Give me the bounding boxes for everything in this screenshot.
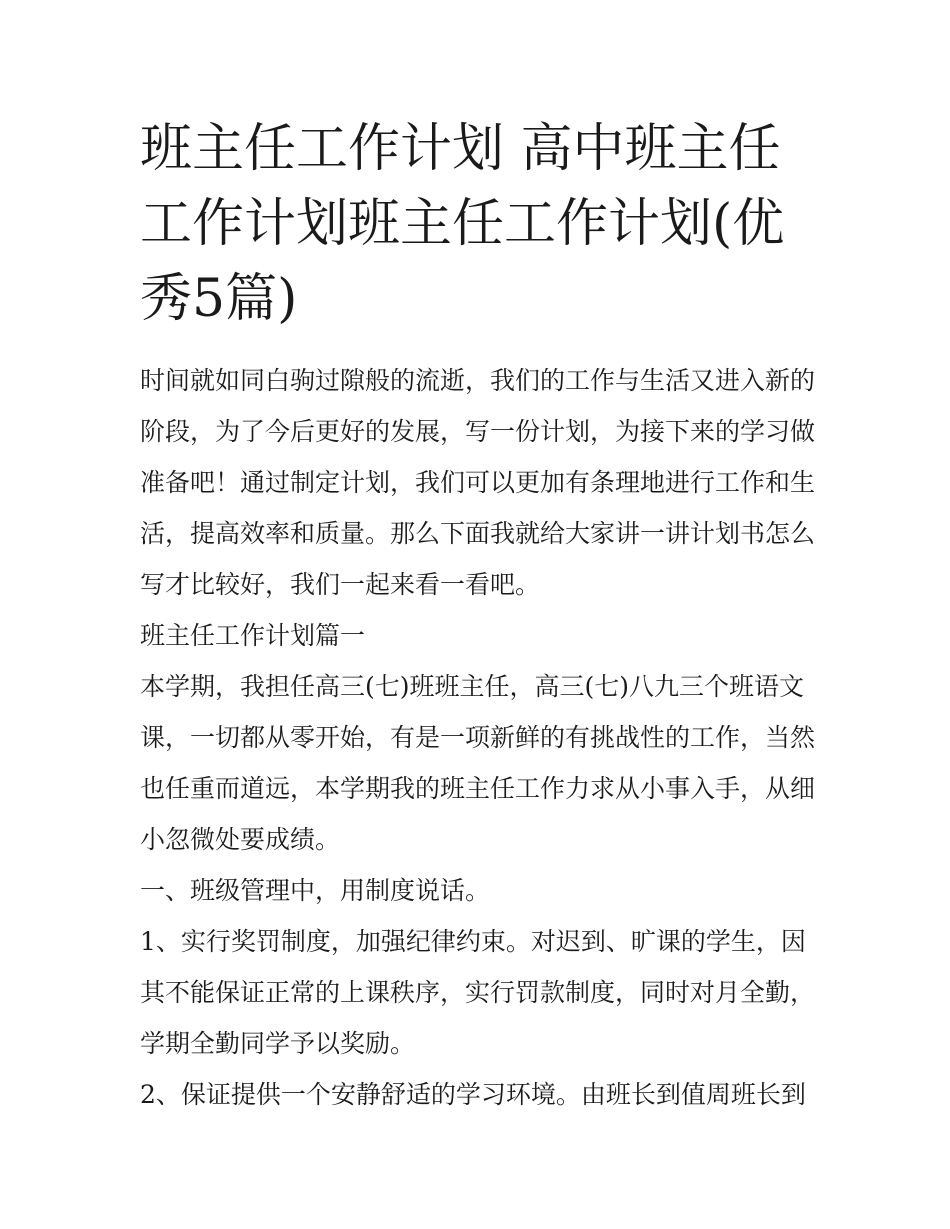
document-page: [140, 112, 820, 1120]
intro-paragraph: 时间就如同白驹过隙般的流逝，我们的工作与生活又进入新的阶段，为了今后更好的发展，写一份计划，为接下来的学习做准备吧！通过制定计划，我们可以更加有条理地进行工作和生活，提高效率和质量。那么下面我就给大家讲一讲计划书怎么写才比较好，我们一起来看一看吧。: [140, 366, 816, 599]
section-heading: 班主任工作计划篇一: [140, 621, 366, 650]
list-item: 1、实行奖罚制度，加强纪律约束。对迟到、旷课的学生，因其不能保证正常的上课秩序，实行罚款制度，同时对月全勤，学期全勤同学予以奖励。: [140, 927, 816, 1058]
list-item: 2、保证提供一个安静舒适的学习环境。由班长到值周班长到: [140, 1080, 806, 1109]
point-heading: 一、班级管理中，用制度说话。: [140, 876, 491, 905]
document-title: 班主任工作计划 高中班主任工作计划班主任工作计划(优秀5篇): [140, 119, 785, 329]
section-paragraph: 本学期，我担任高三(七)班班主任，高三(七)八九三个班语文课，一切都从零开始，有是一项新鲜的有挑战性的工作，当然也任重而道远，本学期我的班主任工作力求从小事入手，从细小忽微处要成绩。: [140, 672, 816, 854]
